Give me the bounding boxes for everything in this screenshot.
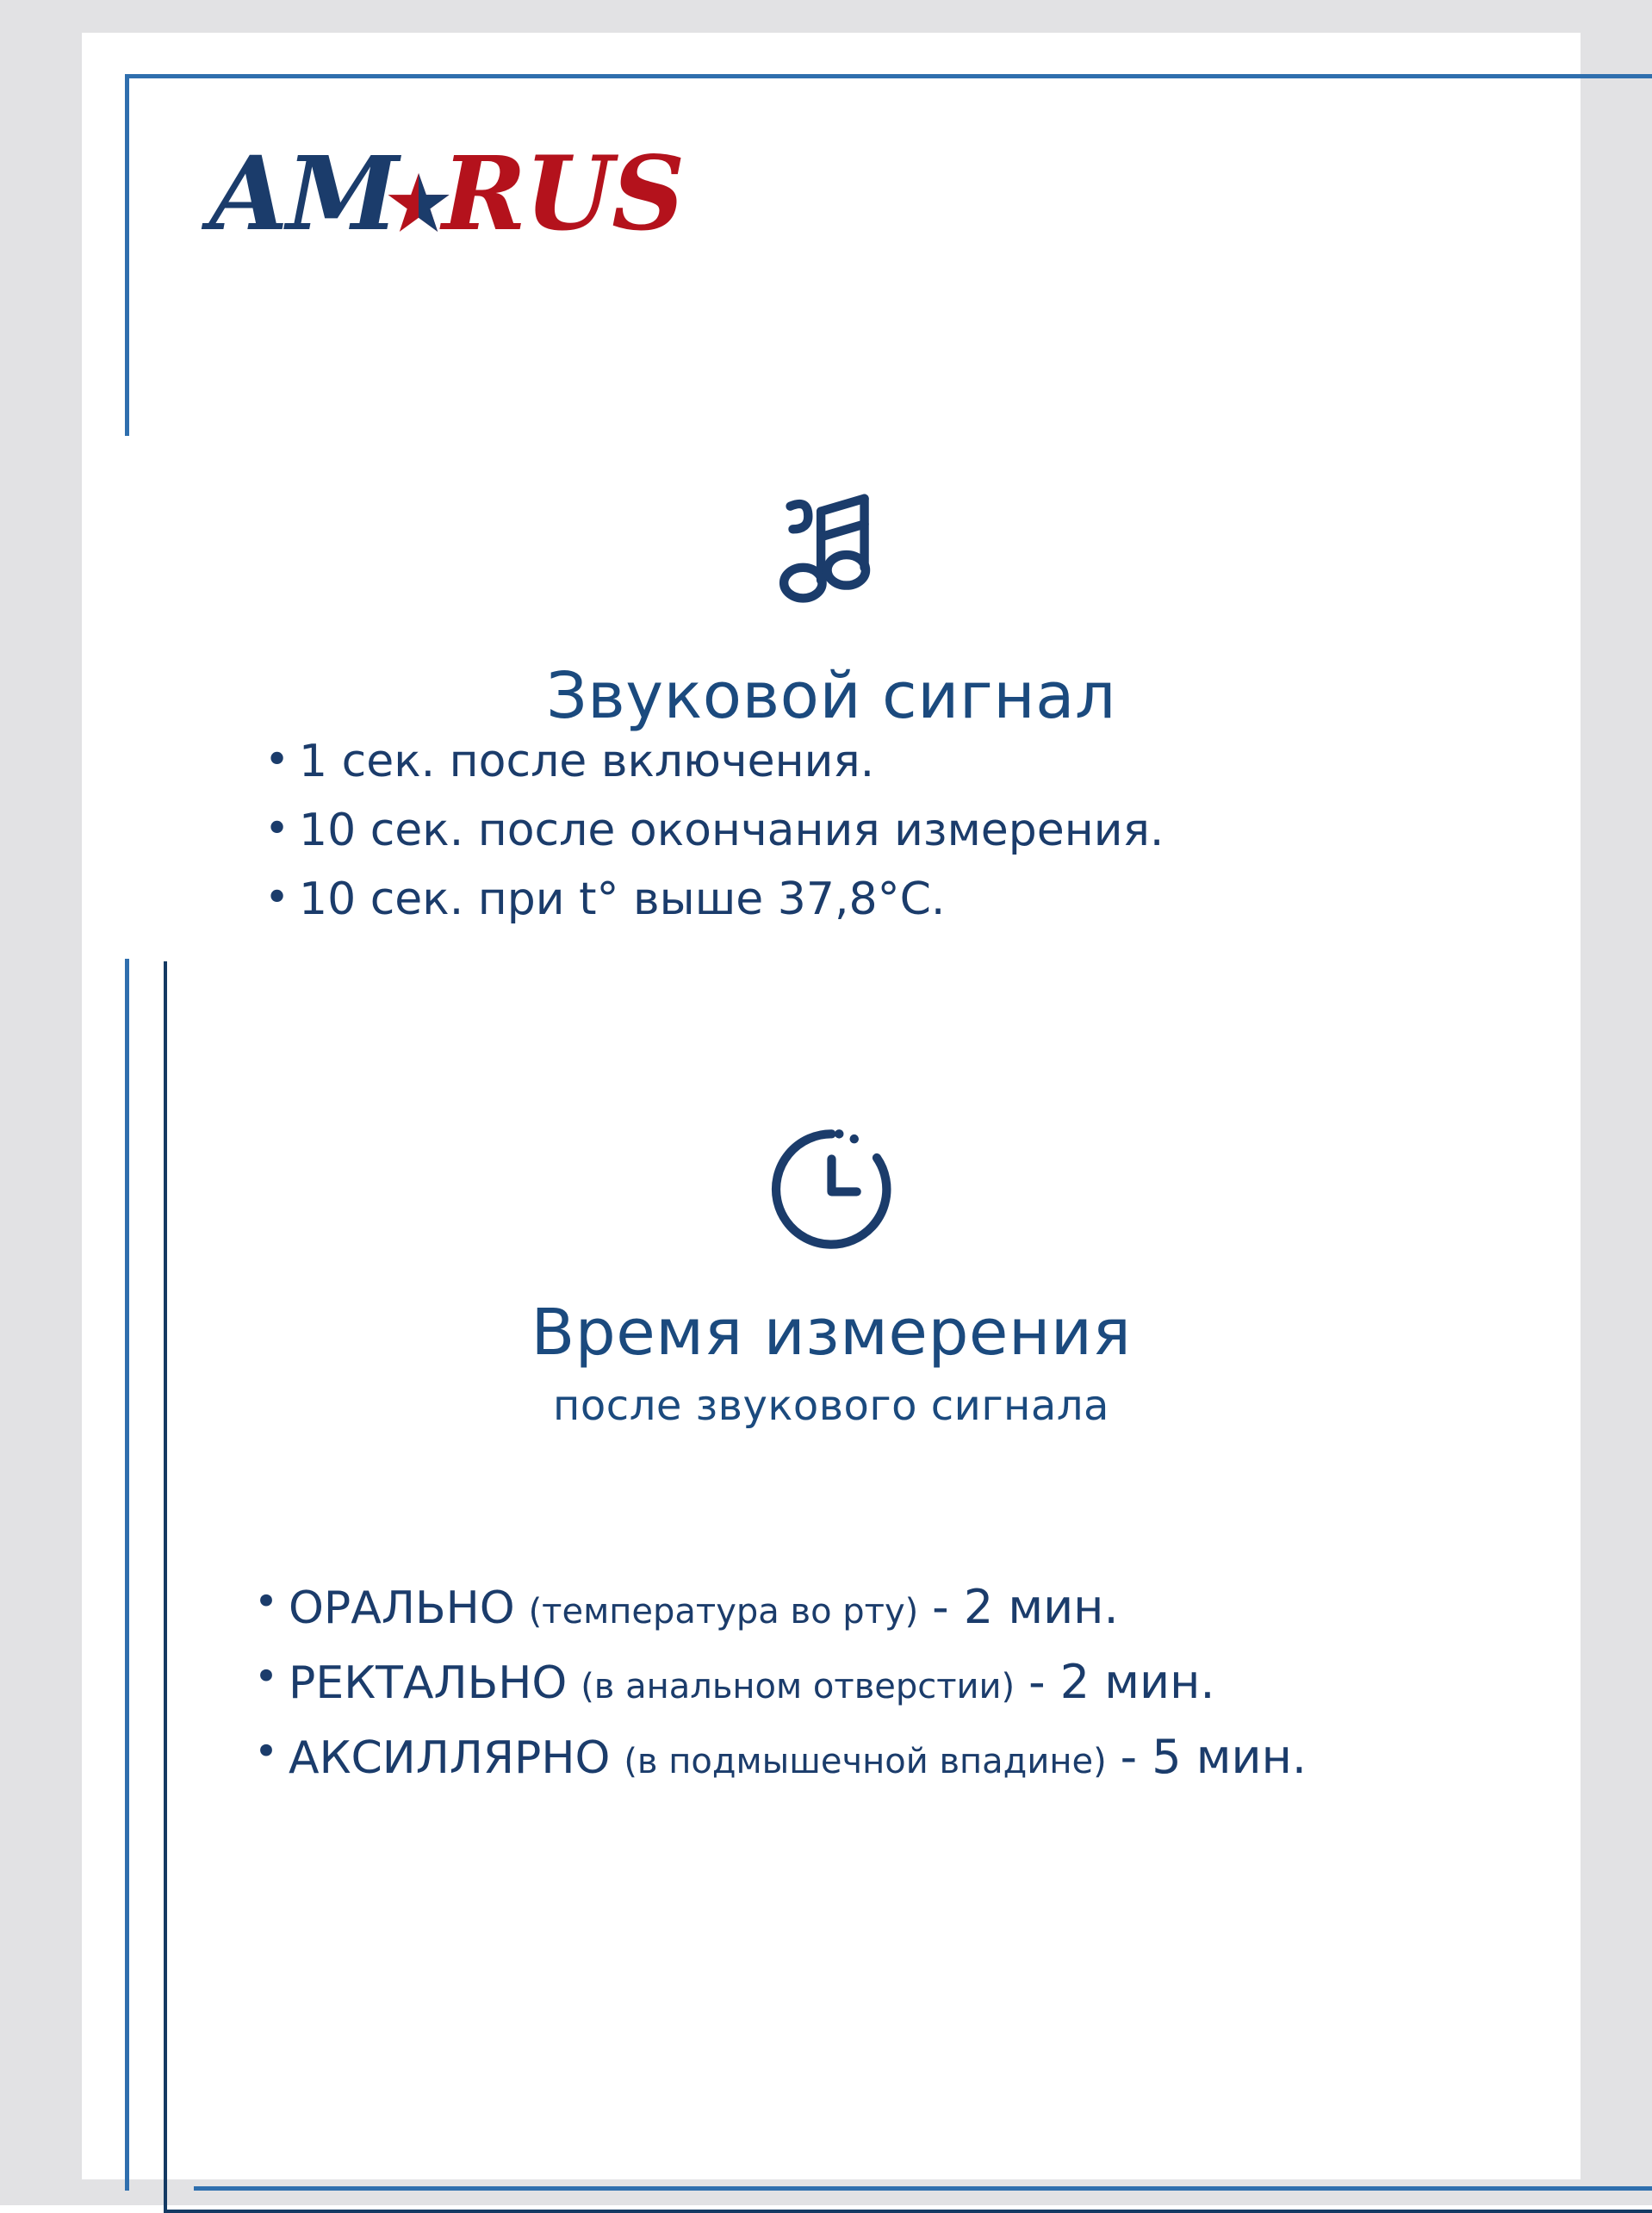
frame-line-inner-bottom [164, 2210, 1652, 2213]
list-item [245, 799, 1537, 863]
list-item [245, 868, 1537, 932]
measurement-mode: ОРАЛЬНО [289, 1582, 515, 1634]
music-notes-icon [82, 481, 1581, 635]
measurement-mode: РЕКТАЛЬНО [289, 1657, 568, 1709]
section-heading-sound: Звуковой сигнал [546, 659, 1116, 733]
measurement-detail: (в подмышечной впадине) [624, 1741, 1107, 1781]
frame-line-left-upper [125, 74, 129, 436]
measurement-result: - 2 мин. [932, 1580, 1119, 1634]
measurement-detail: (температура во рту) [528, 1592, 919, 1632]
list-item [245, 730, 1537, 794]
measurement-mode: АКСИЛЛЯРНО [289, 1731, 611, 1784]
list-item [235, 1650, 1579, 1716]
list-item-text: 10 сек. после окончания измерения. [299, 804, 1164, 856]
brand-logo [209, 134, 684, 253]
section-subheading-time: после звукового сигнала [553, 1382, 1109, 1430]
frame-line-bottom [194, 2186, 1652, 2191]
measurement-result: - 2 мин. [1028, 1654, 1215, 1709]
clock-icon [82, 1114, 1581, 1268]
content-card [82, 33, 1581, 2179]
brand-name-part1: AM [209, 134, 398, 253]
sound-signal-list [245, 730, 1537, 936]
list-item [235, 1575, 1579, 1641]
measurement-result: - 5 мин. [1120, 1729, 1307, 1784]
section-measurement-time [82, 1114, 1581, 1430]
star-icon [387, 171, 450, 234]
measurement-time-list [235, 1575, 1579, 1799]
section-sound-signal [82, 481, 1581, 733]
section-heading-time: Время измерения [531, 1296, 1132, 1370]
brand-name-part2: RUS [442, 134, 684, 253]
list-item-text: 1 сек. после включения. [299, 736, 875, 787]
list-item [235, 1725, 1579, 1791]
frame-line-top [125, 74, 1652, 78]
measurement-detail: (в анальном отверстии) [581, 1666, 1015, 1706]
list-item-text: 10 сек. при t° выше 37,8°C. [299, 873, 946, 925]
